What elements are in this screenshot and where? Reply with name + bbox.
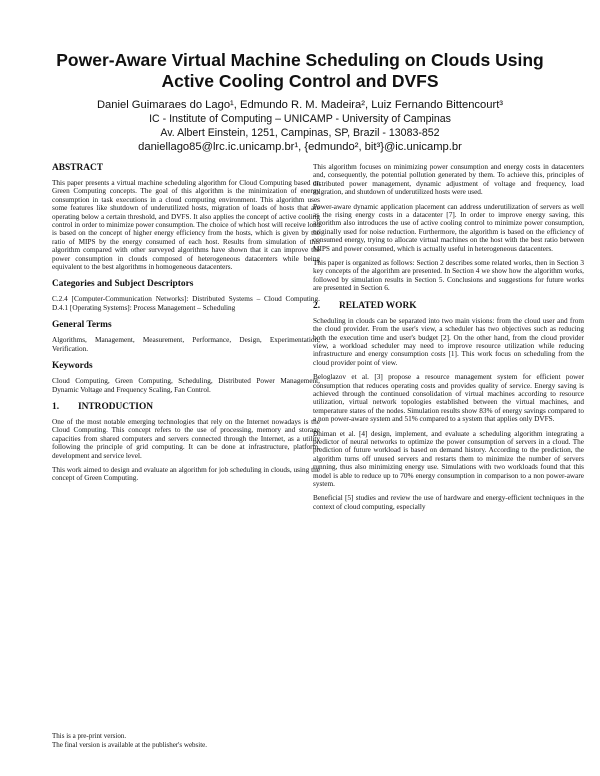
related-paragraph-4: Beneficial [5] studies and review the use of hardware and energy-efficient techniques in the context of cloud computing, especially xyxy=(313,494,584,511)
abstract-text: This paper presents a virtual machine scheduling algorithm for Cloud Computing based on Green Computing concepts. The goal of this algorithm is the minimization of energy consumption in task executions in a cloud computing environment. This algorithm uses some features like shutdown of underutilized hosts, migration of loads of hosts that are operating below a certain threshold, and DVFS. It also applies the concept of active cooling control in order to minimize power consumption. The choice of which host will receive load is based on the concept of higher energy efficiency from the hosts, which is given by the ratio of MIPS by the energy consumed of each host. Results from simulation of this algorithm compared with other surveyed algorithms have shown that it can improve the power consumption in clouds composed of heterogeneous datacenters while being equivalent to the best algorithms in homogeneous datacenters. xyxy=(52,179,320,272)
right-paragraph-1: This algorithm focuses on minimizing power consumption and energy costs in datacenters and, consequently, the potential pollution generated by them. To achieve this, principles of distributed power management, dynamic adjustment of voltage and frequency, load migration, and shutdown of underutilized hosts were used. xyxy=(313,163,584,197)
introduction-paragraph-1: One of the most notable emerging technologies that rely on the Internet nowadays is the Cloud Computing. This concept refers to the use of processing, memory and storage capacities from shared computers and servers connected through the Internet, as a utility following the principle of grid computing. It can be done at infrastructure, platform, development and service level. xyxy=(52,417,320,460)
related-paragraph-2: Beloglazov et al. [3] propose a resource management system for efficient power consumption that reduces operating costs and provides quality of service. Energy saving is achieved through the continued consolidation of virtual machines according to resource utilization, virtual network topologies established between the virtual machines, and temperature states of the nodes. Simulation results show 83% of energy savings compared to a non power-aware system and 51% compared to a system that applies only DVFS. xyxy=(313,373,584,424)
paper-title xyxy=(30,50,570,92)
keywords-text: Cloud Computing, Green Computing, Scheduling, Distributed Power Management, Dynamic Voltage and Frequency Scaling, Fan Control. xyxy=(52,377,320,394)
author-block xyxy=(30,98,570,154)
introduction-title: INTRODUCTION xyxy=(78,401,154,412)
footnote-line-2: The final version is available at the publisher's website. xyxy=(52,740,208,749)
related-paragraph-3: Dhiman et al. [4] design, implement, and evaluate a scheduling algorithm integrating a predictor of neural networks to optimize the power consumption of servers in a cloud. The prediction of future workload is based on demand history. According to the prediction, the algorithm turns off unused servers and restarts them to minimize the number of servers running, thus also minimizing energy use. Simulations with two workloads found that this model is able to reduce up to 70% energy consumption in comparison to a non power-aware system. xyxy=(313,429,584,488)
categories-text: C.2.4 [Computer-Communication Networks]: Distributed Systems – Cloud Computing. D.4.1 [Operating Systems]: Process Management – Scheduling xyxy=(52,295,320,312)
right-paragraph-2: Power-aware dynamic application placement can address underutilization of servers as well as the rising energy costs in a datacenter [7]. In order to improve energy saving, this algorithm also introduces the use of active cooling control to minimize power consumption, originally used for noise reduction. Furthermore, the algorithm is based on the efficiency of consumed energy, trying to allocate virtual machines on the host with the best ratio between MIPS and power consumed, which is actually useful in heterogeneous datacenters. xyxy=(313,202,584,253)
general-terms-text: Algorithms, Management, Measurement, Performance, Design, Experimentation, Verification. xyxy=(52,336,320,353)
categories-heading: Categories and Subject Descriptors xyxy=(52,279,194,290)
footnote-line-1: This is a pre-print version. xyxy=(52,732,127,740)
related-work-number: 2. xyxy=(313,300,321,311)
introduction-number: 1. xyxy=(52,401,60,412)
affiliation-line-1: IC - Institute of Computing – UNICAMP - University of Campinas xyxy=(149,113,451,125)
general-terms-heading: General Terms xyxy=(52,320,112,331)
abstract-heading: ABSTRACT xyxy=(52,163,104,173)
author-names: Daniel Guimaraes do Lago¹, Edmundo R. M. Madeira², Luiz Fernando Bittencourt³ xyxy=(96,99,504,111)
author-emails: daniellago85@lrc.ic.unicamp.br¹, {edmundo², bit³}@ic.unicamp.br xyxy=(138,141,462,153)
related-work-title: RELATED WORK xyxy=(339,300,417,311)
keywords-heading: Keywords xyxy=(52,361,93,372)
title-line-2: Active Cooling Control and DVFS xyxy=(161,71,439,91)
introduction-heading xyxy=(52,402,320,413)
related-work-heading xyxy=(313,301,584,312)
title-line-1: Power-Aware Virtual Machine Scheduling on Clouds Using xyxy=(56,50,544,70)
introduction-paragraph-2: This work aimed to design and evaluate an algorithm for job scheduling in clouds, using the concept of Green Computing. xyxy=(52,465,320,483)
affiliation-line-2: Av. Albert Einstein, 1251, Campinas, SP, Brazil - 13083-852 xyxy=(160,127,440,139)
related-paragraph-1: Scheduling in clouds can be separated into two main visions: from the cloud user and from the cloud provider. From the user's view, a scheduler has two objectives such as reducing both the execution time and user's budget [2]. On the other hand, from the cloud provider view, a workload scheduler may need to improve resource utilization while reducing infrastructure and energy consumption costs [1]. This work focus on scheduling from the cloud provider point of view. xyxy=(313,316,584,367)
right-column xyxy=(313,163,584,517)
right-paragraph-3: This paper is organized as follows: Section 2 describes some related works, then in Section 3 key concepts of the algorithm are presented. In Section 4 we show how the algorithm works, followed by simulation results in Section 5. Conclusions and suggestions for future works are presented in Section 6. xyxy=(313,259,584,293)
left-column xyxy=(52,163,320,489)
preprint-footnote xyxy=(52,732,320,749)
